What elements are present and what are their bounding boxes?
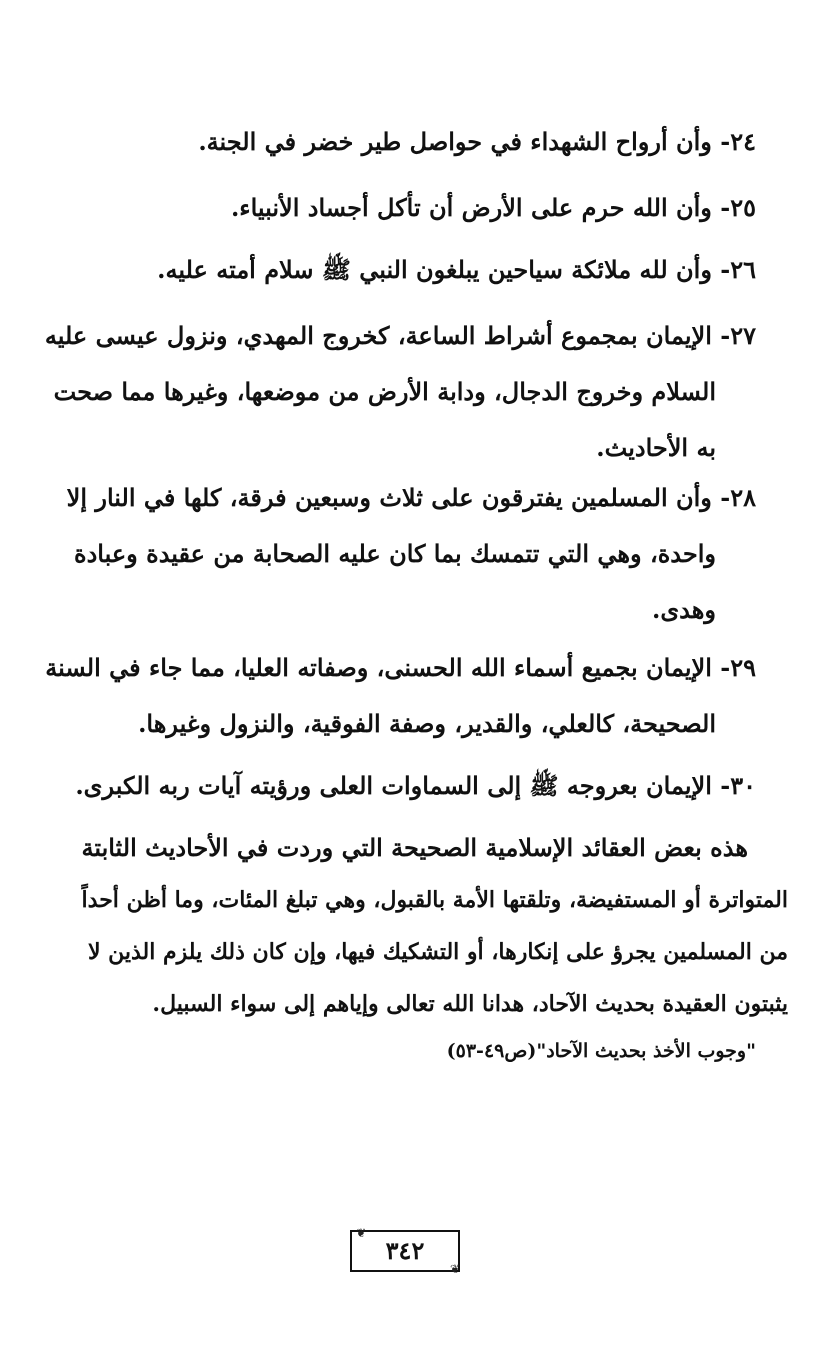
conclusion-paragraph [48, 822, 788, 1030]
item-line: السلام وخروج الدجال، ودابة الأرض من موضعها، وغيرها مما صحت [53, 377, 716, 406]
item-line: ٣٠- الإيمان بعروجه ﷺ إلى السماوات العلى ورؤيته آيات ربه الكبرى. [75, 771, 756, 800]
source-citation: "وجوب الأخذ بحديث الآحاد"(ص٤٩-٥٣) [446, 1040, 756, 1062]
item-line: به الأحاديث. [596, 433, 716, 462]
item-line: وهدى. [652, 595, 716, 624]
paragraph-line: من المسلمين يجرؤ على إنكارها، أو التشكيك فيها، وإن كان ذلك يلزم الذين لا [87, 939, 788, 965]
item-line: ٢٥- وأن الله حرم على الأرض أن تأكل أجساد الأنبياء. [230, 193, 756, 222]
corner-ornament-icon: ❦ [449, 1262, 460, 1276]
page-number-frame [350, 1226, 460, 1276]
list-item-28 [56, 470, 756, 638]
list-item-25 [56, 178, 756, 238]
list-item-27 [44, 308, 756, 476]
item-line: ٢٤- وأن أرواح الشهداء في حواصل طير خضر في الجنة. [198, 127, 756, 156]
item-line: واحدة، وهي التي تتمسك بما كان عليه الصحابة من عقيدة وعبادة [74, 539, 716, 568]
corner-ornament-icon: ❦ [355, 1226, 366, 1240]
paragraph-line: المتواترة أو المستفيضة، وتلقتها الأمة بالقبول، وهي تبلغ المئات، وما أظن أحداً [81, 887, 788, 913]
page-number: ٣٤٢ [385, 1236, 425, 1265]
item-line: ٢٨- وأن المسلمين يفترقون على ثلاث وسبعين فرقة، كلها في النار إلا [66, 483, 756, 512]
list-item-30 [56, 756, 756, 816]
item-line: ٢٧- الإيمان بمجموع أشراط الساعة، كخروج المهدي، ونزول عيسى عليه [44, 321, 756, 350]
item-line: ٢٩- الإيمان بجميع أسماء الله الحسنى، وصفاته العليا، مما جاء في السنة [45, 653, 756, 682]
list-item-26 [56, 240, 756, 300]
list-item-24 [56, 112, 756, 172]
paragraph-line: هذه بعض العقائد الإسلامية الصحيحة التي وردت في الأحاديث الثابتة [81, 833, 748, 862]
item-line: الصحيحة، كالعلي، والقدير، وصفة الفوقية، والنزول وغيرها. [138, 709, 716, 738]
paragraph-line: يثبتون العقيدة بحديث الآحاد، هدانا الله تعالى وإياهم إلى سواء السبيل. [152, 991, 788, 1017]
list-item-29 [45, 640, 756, 752]
item-line: ٢٦- وأن لله ملائكة سياحين يبلغون النبي ﷺ سلام أمته عليه. [157, 255, 756, 284]
